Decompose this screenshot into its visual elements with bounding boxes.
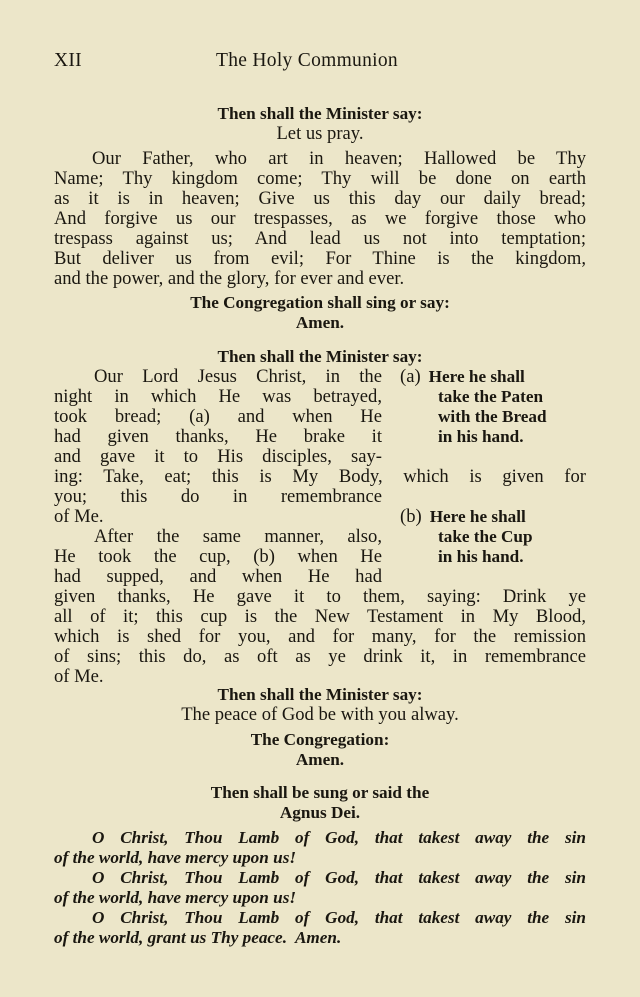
side-note-a-line: with the Bread — [438, 407, 547, 426]
response-amen: Amen. — [295, 313, 345, 332]
page-number: XII — [54, 50, 82, 71]
side-note-b-label: (b) — [400, 506, 422, 527]
institution-line: given thanks, He gave it to them, saying: Drink ye — [54, 586, 586, 607]
rubric-congregation: The Congregation shall sing or say: — [190, 293, 450, 312]
side-note-a-line: Here he shall — [428, 367, 525, 386]
rubric-minister-say: Then shall the Minister say: — [217, 104, 423, 123]
rubric-congregation: The Congregation: — [250, 730, 390, 749]
lords-prayer-line: trespass against us; And lead us not into temptation; — [54, 228, 586, 249]
institution-line: of Me. — [54, 666, 104, 687]
institution-line: which is shed for you, and for many, for the remission — [54, 626, 586, 647]
rubric-agnus-dei: Then shall be sung or said the — [210, 783, 430, 802]
institution-line: of sins; this do, as oft as ye drink it, in remembrance — [54, 646, 586, 667]
side-note-a-line: in his hand. — [438, 427, 524, 446]
rubric-minister-say: Then shall the Minister say: — [217, 685, 423, 704]
institution-line: After the same manner, also, — [94, 526, 382, 547]
institution-line: had supped, and when He had — [54, 566, 382, 587]
side-note-b-line: take the Cup — [438, 527, 533, 546]
side-note-b — [400, 507, 588, 527]
institution-line: of Me. — [54, 506, 104, 527]
institution-line: night in which He was betrayed, — [54, 386, 382, 407]
institution-line: ing: Take, eat; this is My Body, which is given for — [54, 466, 586, 487]
side-note-a-line: take the Paten — [438, 387, 544, 406]
agnus-dei-line: O Christ, Thou Lamb of God, that takest away the sin — [92, 908, 586, 927]
invitation-let-us-pray: Let us pray. — [276, 123, 364, 144]
side-note-b-line: Here he shall — [429, 507, 526, 526]
institution-line: He took the cup, (b) when He — [54, 546, 382, 567]
lords-prayer-line: And forgive us our trespasses, as we forgive those who — [54, 208, 586, 229]
institution-line: all of it; this cup is the New Testament in My Blood, — [54, 606, 586, 627]
side-note-b-line: in his hand. — [438, 547, 524, 566]
agnus-dei-heading: Agnus Dei. — [279, 803, 361, 822]
agnus-dei-line: of the world, grant us Thy peace. Amen. — [54, 928, 342, 947]
side-note-a — [400, 367, 588, 387]
running-title: The Holy Communion — [216, 50, 398, 71]
agnus-dei-line: of the world, have mercy upon us! — [54, 888, 297, 907]
agnus-dei-line: of the world, have mercy upon us! — [54, 848, 297, 867]
response-amen: Amen. — [295, 750, 345, 769]
agnus-dei-line: O Christ, Thou Lamb of God, that takest away the sin — [92, 828, 586, 847]
side-note-a-label: (a) — [400, 366, 421, 387]
agnus-dei-line: O Christ, Thou Lamb of God, that takest away the sin — [92, 868, 586, 887]
institution-line: you; this do in remembrance — [54, 486, 382, 507]
institution-line: Our Lord Jesus Christ, in the — [94, 366, 382, 387]
institution-line: had given thanks, He brake it — [54, 426, 382, 447]
rubric-minister-say: Then shall the Minister say: — [217, 347, 423, 366]
lords-prayer-line: as it is in heaven; Give us this day our daily bread; — [54, 188, 586, 209]
lords-prayer-line: But deliver us from evil; For Thine is the kingdom, — [54, 248, 586, 269]
lords-prayer-line: and the power, and the glory, for ever and ever. — [54, 268, 405, 289]
pax-text: The peace of God be with you alway. — [181, 704, 459, 725]
lords-prayer-line: Our Father, who art in heaven; Hallowed be Thy — [92, 148, 586, 169]
lords-prayer-line: Name; Thy kingdom come; Thy will be done on earth — [54, 168, 586, 189]
institution-line: and gave it to His disciples, say- — [54, 446, 382, 467]
institution-line: took bread; (a) and when He — [54, 406, 382, 427]
